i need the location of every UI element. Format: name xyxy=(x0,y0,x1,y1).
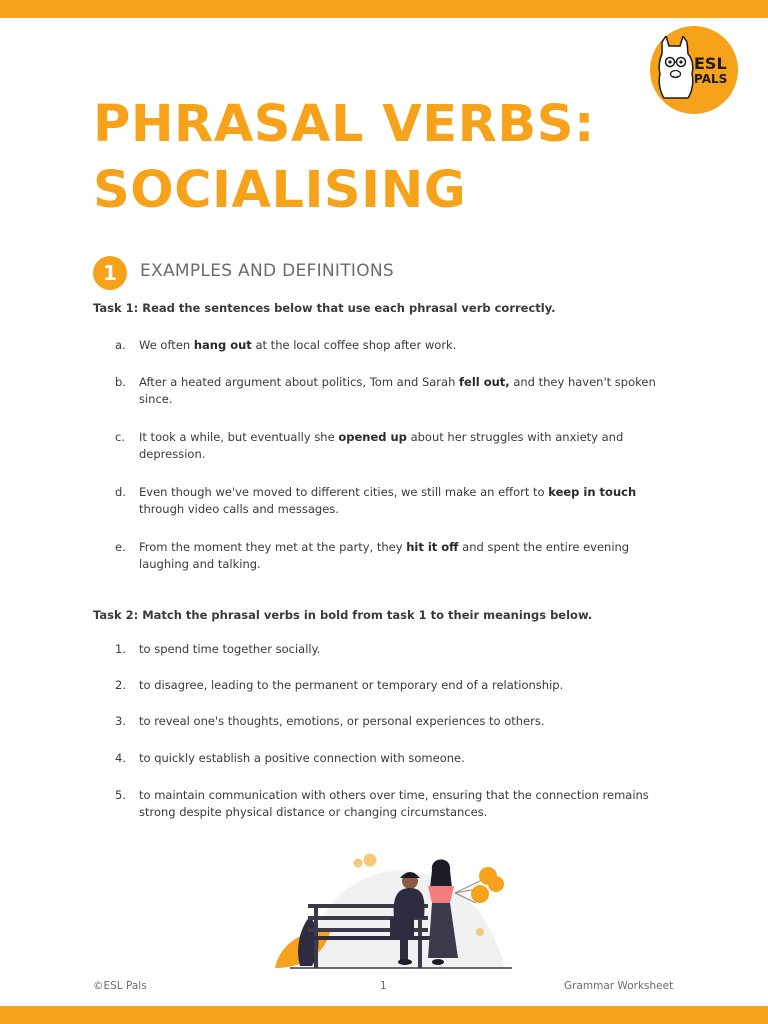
esl-pals-logo xyxy=(650,26,738,114)
list-item-marker: 5. xyxy=(115,788,126,802)
page-title xyxy=(93,92,595,224)
phrasal-verb: hit it off xyxy=(406,540,459,554)
task-1-instruction: Task 1: Read the sentences below that use each phrasal verb correctly. xyxy=(93,301,556,315)
footer-document-type: Grammar Worksheet xyxy=(564,980,674,992)
top-accent-bar xyxy=(0,0,768,18)
phrasal-verb: opened up xyxy=(338,430,407,444)
section-number-badge: 1 xyxy=(93,256,127,290)
list-item-text: to reveal one's thoughts, emotions, or personal experiences to others. xyxy=(139,714,545,728)
list-item xyxy=(93,677,693,694)
list-item-text: Even though we've moved to different cities, we still make an effort to keep in touch through video calls and messages. xyxy=(139,485,637,516)
phrasal-verb: keep in touch xyxy=(548,485,637,499)
phrasal-verb: hang out xyxy=(193,338,252,352)
list-item-marker: 4. xyxy=(115,751,126,765)
list-item-text: to spend time together socially. xyxy=(139,642,321,656)
footer-copyright: ©ESL Pals xyxy=(93,980,147,992)
list-item-text: We often hang out at the local coffee shop after work. xyxy=(139,338,457,352)
page-title-line-2: SOCIALISING xyxy=(93,161,467,220)
list-item-text: to maintain communication with others over time, ensuring that the connection remains strong despite physical distance or changing circumstances. xyxy=(139,788,649,819)
task-2-instruction: Task 2: Match the phrasal verbs in bold from task 1 to their meanings below. xyxy=(93,608,593,622)
list-item-text: to quickly establish a positive connection with someone. xyxy=(139,751,465,765)
list-item xyxy=(93,337,693,354)
list-item xyxy=(93,641,693,658)
list-item xyxy=(93,713,693,730)
list-item-marker: e. xyxy=(115,540,126,554)
list-item xyxy=(93,787,693,821)
list-item-marker: 1. xyxy=(115,642,126,656)
list-item-text: to disagree, leading to the permanent or temporary end of a relationship. xyxy=(139,678,564,692)
list-item-text: From the moment they met at the party, they hit it off and spent the entire evening laughing and talking. xyxy=(139,540,630,571)
list-item xyxy=(93,750,693,767)
section-title: EXAMPLES AND DEFINITIONS xyxy=(140,261,395,281)
list-item-marker: 3. xyxy=(115,714,126,728)
logo-text-esl: ESL xyxy=(694,54,727,73)
list-item xyxy=(93,374,693,408)
list-item xyxy=(93,539,693,573)
list-item xyxy=(93,429,693,463)
list-item xyxy=(93,484,693,518)
list-item-marker: b. xyxy=(115,375,126,389)
list-item-marker: c. xyxy=(115,430,125,444)
list-item-text: After a heated argument about politics, Tom and Sarah fell out, and they haven't spoken since. xyxy=(139,375,656,406)
couple-on-bench-illustration xyxy=(250,848,540,973)
footer-page-number: 1 xyxy=(380,980,387,992)
page-title-line-1: PHRASAL VERBS: xyxy=(93,95,595,154)
llama-icon xyxy=(654,36,698,102)
list-item-marker: d. xyxy=(115,485,126,499)
phrasal-verb: fell out, xyxy=(459,375,510,389)
list-item-marker: 2. xyxy=(115,678,126,692)
list-item-text: It took a while, but eventually she opened up about her struggles with anxiety and depression. xyxy=(139,430,624,461)
bottom-accent-bar xyxy=(0,1006,768,1024)
logo-text-pals: PALS xyxy=(694,72,728,86)
list-item-marker: a. xyxy=(115,338,126,352)
